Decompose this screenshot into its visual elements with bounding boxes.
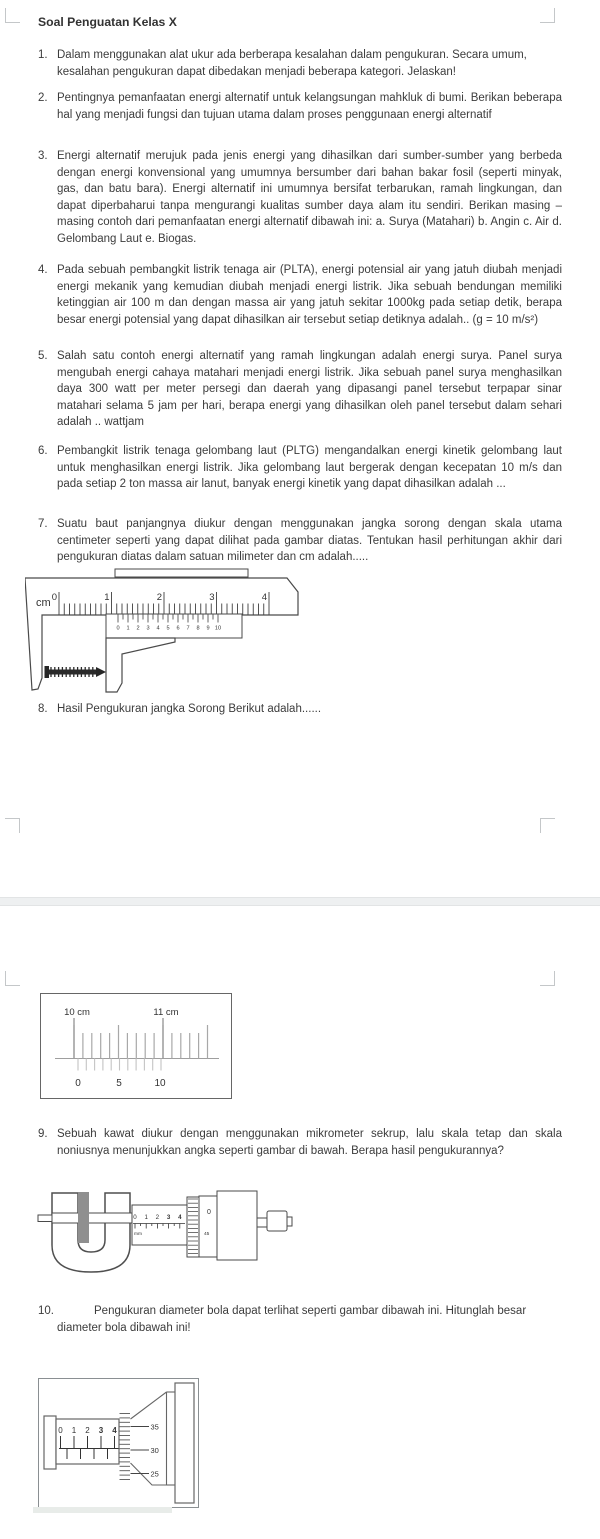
question-number: 1. xyxy=(38,49,48,61)
svg-text:4: 4 xyxy=(156,625,160,632)
question-number: 8. xyxy=(38,703,48,715)
svg-text:0: 0 xyxy=(116,625,120,632)
svg-text:11 cm: 11 cm xyxy=(153,1007,179,1018)
svg-text:0: 0 xyxy=(207,1209,211,1216)
question-item-8 xyxy=(38,701,562,718)
micrometer-scale-figure[interactable] xyxy=(38,1378,199,1508)
page1-top-right-margin-mark xyxy=(540,8,555,23)
svg-text:1: 1 xyxy=(144,1214,148,1221)
question-text: Dalam menggunakan alat ukur ada berberapa kesalahan dalam pengukuran. Secara umum, kesalahan pengukuran dapat dibedakan menjadi beberapa kategori. Jelaskan! xyxy=(57,49,527,78)
micrometer-frame xyxy=(52,1193,130,1272)
svg-text:1: 1 xyxy=(104,592,110,603)
question-number: 7. xyxy=(38,518,48,530)
svg-text:2: 2 xyxy=(155,1214,160,1221)
question-text: Hasil Pengukuran jangka Sorong Berikut adalah...... xyxy=(57,703,322,715)
question-number: 3. xyxy=(38,150,48,162)
svg-text:2: 2 xyxy=(85,1426,90,1435)
svg-text:3: 3 xyxy=(98,1426,104,1435)
question-item-1 xyxy=(38,47,562,80)
svg-text:3: 3 xyxy=(146,625,150,632)
svg-text:3: 3 xyxy=(166,1214,171,1221)
page-title: Soal Penguatan Kelas X xyxy=(38,15,177,29)
question-number: 9. xyxy=(38,1128,48,1140)
svg-text:0: 0 xyxy=(133,1214,137,1221)
screw-head xyxy=(45,666,50,678)
svg-text:8: 8 xyxy=(196,625,200,632)
question-item-3 xyxy=(38,148,562,247)
svg-text:5: 5 xyxy=(116,1078,122,1089)
svg-text:10: 10 xyxy=(214,625,222,632)
question-item-6 xyxy=(38,443,562,493)
svg-text:4: 4 xyxy=(261,592,267,603)
question-number: 5. xyxy=(38,350,48,362)
screw-tip xyxy=(96,667,106,677)
svg-text:0: 0 xyxy=(51,592,57,603)
svg-text:45: 45 xyxy=(204,1232,210,1237)
micrometer-drawing xyxy=(35,1190,293,1276)
measured-wire xyxy=(78,1192,89,1243)
vernier-caliper-drawing xyxy=(25,566,303,698)
question-text: Pengukuran diameter bola dapat terlihat seperti gambar dibawah ini. Hitunglah besar diameter bola dibawah ini! xyxy=(57,1305,527,1334)
svg-text:4: 4 xyxy=(112,1426,117,1435)
question-text: Pembangkit listrik tenaga gelombang laut (PLTG) mengandalkan energi kinetik gelombang laut untuk menghasilkan energi listrik. Jika gelombang laut bergerak dengan kecepatan 10 m/s dan pada setiap 2 ton massa air lanut, banyak energi kinetik yang dapat dihasilkan adalah ... xyxy=(57,445,562,490)
question-number: 4. xyxy=(38,264,48,276)
page1-top-left-margin-mark xyxy=(5,8,20,23)
page-separator xyxy=(0,897,600,906)
page1-bottom-right-margin-mark xyxy=(540,818,555,833)
page1-bottom-left-margin-mark xyxy=(5,818,20,833)
question-item-9 xyxy=(38,1126,562,1159)
question-text: Salah satu contoh energi alternatif yang ramah lingkungan adalah energi surya. Panel surya mengubah energi cahaya matahari menjadi energi listrik. Jika sebuah panel surya menghasilkan daya 300 watt per meter persegi dan daerah yang dipasangi panel tersebut terpapar sinar matahari selama 5 jam per hari, berapa energi yang dihasilkan oleh panel tersebut dalam sehari adalah .. wattjam xyxy=(57,350,562,428)
svg-text:3: 3 xyxy=(209,592,215,603)
svg-text:9: 9 xyxy=(206,625,210,632)
svg-text:1: 1 xyxy=(126,625,130,632)
svg-text:2: 2 xyxy=(156,592,162,603)
micrometer-scale-drawing xyxy=(39,1379,196,1505)
svg-text:0: 0 xyxy=(58,1426,63,1435)
svg-text:7: 7 xyxy=(186,625,190,632)
svg-text:6: 6 xyxy=(176,625,180,632)
question-item-5 xyxy=(38,348,562,431)
question-item-10 xyxy=(38,1303,562,1336)
svg-text:0: 0 xyxy=(75,1078,81,1089)
svg-text:30: 30 xyxy=(150,1446,159,1455)
question-number: 2. xyxy=(38,92,48,104)
page2-top-left-margin-mark xyxy=(5,971,20,986)
question-item-2 xyxy=(38,90,562,123)
svg-text:35: 35 xyxy=(150,1422,159,1432)
svg-text:1: 1 xyxy=(71,1426,77,1435)
question-text: Energi alternatif merujuk pada jenis energi yang dihasilkan dari sumber-sumber yang berbeda dengan energi konvensional yang umumnya bersumber dari bahan bakar fosil (seperti minyak, gas, dan batu bara). Energi alternatif ini umumnya bersifat terbarukan, ramah lingkungan, dan dapat diperbaharui tanpa mengurangi kualitas sumber daya alam itu sendiri. Berikan masing – masing contoh dari pemanfaatan energi alternatif dibawah ini: a. Surya (Matahari) b. Angin c. Air d. Gelombang Laut e. Biogas. xyxy=(57,150,562,245)
question-item-4 xyxy=(38,262,562,328)
question-number: 10. xyxy=(38,1305,54,1317)
question-text: Sebuah kawat diukur dengan menggunakan mikrometer sekrup, lalu skala tetap dan skala noniusnya menunjukkan angka seperti gambar di bawah. Berapa hasil pengukurannya? xyxy=(57,1128,562,1157)
question-item-7 xyxy=(38,516,562,566)
page2-top-right-margin-mark xyxy=(540,971,555,986)
vernier-scale-drawing xyxy=(41,994,229,1096)
svg-text:cm: cm xyxy=(36,597,51,609)
svg-text:mm: mm xyxy=(134,1232,142,1237)
svg-text:25: 25 xyxy=(150,1469,159,1479)
vernier-caliper-figure[interactable] xyxy=(25,566,303,698)
svg-text:2: 2 xyxy=(136,625,140,632)
svg-text:10: 10 xyxy=(154,1078,166,1089)
question-text: Pada sebuah pembangkit listrik tenaga air (PLTA), energi potensial air yang jatuh diubah menjadi energi mekanik yang kemudian diubah menjadi energi listrik. Jika sebuah bendungan memiliki ketinggian air 100 m dan dengan massa air yang jatuh sekitar 1000kg pada setiap detik, berapa besar energi potensial yang dapat dihasilkan air tersebut setiap detiknya adalah.. (g = 10 m/s²) xyxy=(57,264,562,326)
image-bottom-strip xyxy=(33,1507,172,1513)
svg-text:5: 5 xyxy=(166,625,170,632)
svg-text:10 cm: 10 cm xyxy=(64,1007,90,1018)
micrometer-figure[interactable] xyxy=(35,1190,293,1276)
question-text: Suatu baut panjangnya diukur dengan menggunakan jangka sorong dengan skala utama centimeter seperti yang dapat dilihat pada gambar diatas. Tentukan hasil perhitungan akhir dari pengukuran diatas dalam satuan milimeter dan cm adalah..... xyxy=(57,518,562,563)
question-text: Pentingnya pemanfaatan energi alternatif untuk kelangsungan mahkluk di bumi. Berikan beberapa hal yang menjadi fungsi dan tujuan utama dalam proses penggunaan energi alternatif xyxy=(57,92,562,121)
svg-text:4: 4 xyxy=(178,1214,182,1221)
vernier-scale-figure[interactable] xyxy=(40,993,232,1099)
question-number: 6. xyxy=(38,445,48,457)
